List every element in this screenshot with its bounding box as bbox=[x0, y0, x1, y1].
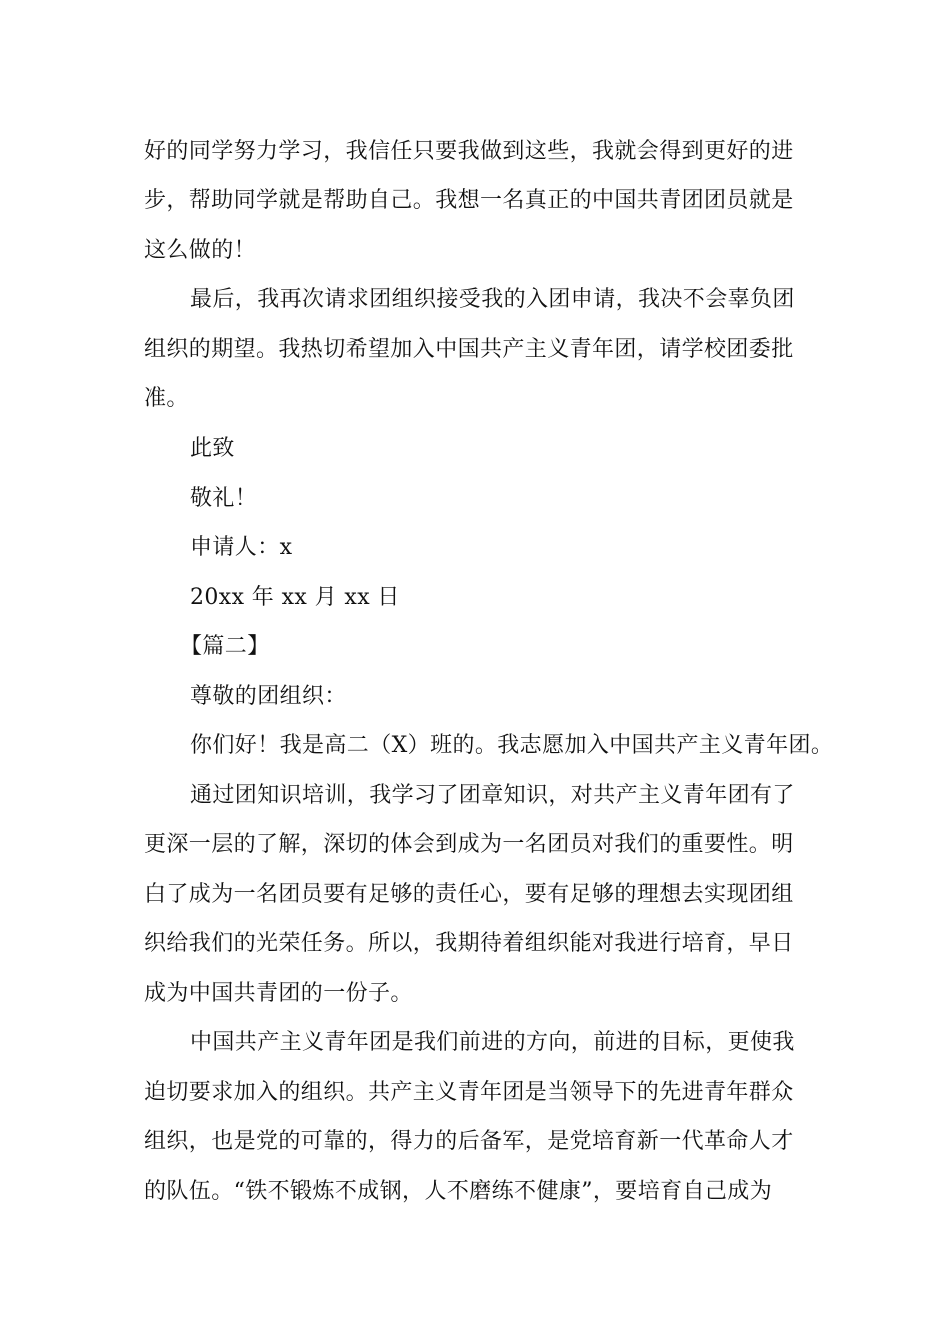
paragraph-line: 通过团知识培训，我学习了团章知识，对共产主义青年团有了 bbox=[190, 783, 795, 808]
paragraph-line: 组织，也是党的可靠的，得力的后备军，是党培育新一代革命人才 bbox=[144, 1129, 794, 1154]
paragraph-line: 最后，我再次请求团组织接受我的入团申请，我决不会辜负团 bbox=[190, 287, 795, 312]
letter-date: 20xx 年 xx 月 xx 日 bbox=[190, 585, 400, 610]
paragraph-line: 中国共产主义青年团是我们前进的方向，前进的目标，更使我 bbox=[190, 1030, 795, 1055]
paragraph-line: 准。 bbox=[144, 386, 189, 411]
paragraph-line: 织给我们的光荣任务。所以，我期待着组织能对我进行培育，早日 bbox=[144, 931, 794, 956]
closing-regards: 敬礼！ bbox=[190, 486, 258, 511]
paragraph-line: 迫切要求加入的组织。共产主义青年团是当领导下的先进青年群众 bbox=[144, 1080, 794, 1105]
paragraph-line: 步，帮助同学就是帮助自己。我想一名真正的中国共青团团员就是 bbox=[144, 188, 794, 213]
applicant-signature: 申请人：x bbox=[190, 535, 293, 560]
letter-greeting: 尊敬的团组织： bbox=[190, 684, 347, 709]
section-heading: 【篇二】 bbox=[180, 634, 270, 659]
paragraph-line: 成为中国共青团的一份子。 bbox=[144, 981, 413, 1006]
closing-salutation: 此致 bbox=[190, 436, 235, 461]
paragraph-line: 好的同学努力学习，我信任只要我做到这些，我就会得到更好的进 bbox=[144, 139, 794, 164]
paragraph-line: 组织的期望。我热切希望加入中国共产主义青年团，请学校团委批 bbox=[144, 337, 794, 362]
paragraph-line: 白了成为一名团员要有足够的责任心，要有足够的理想去实现团组 bbox=[144, 882, 794, 907]
paragraph-line: 这么做的！ bbox=[144, 238, 257, 263]
paragraph-line: 更深一层的了解，深切的体会到成为一名团员对我们的重要性。明 bbox=[144, 832, 794, 857]
paragraph-line: 的队伍。“铁不锻炼不成钢，人不磨练不健康”，要培育自己成为 bbox=[144, 1179, 773, 1204]
paragraph-line: 你们好！我是高二（X）班的。我志愿加入中国共产主义青年团。 bbox=[190, 733, 834, 758]
